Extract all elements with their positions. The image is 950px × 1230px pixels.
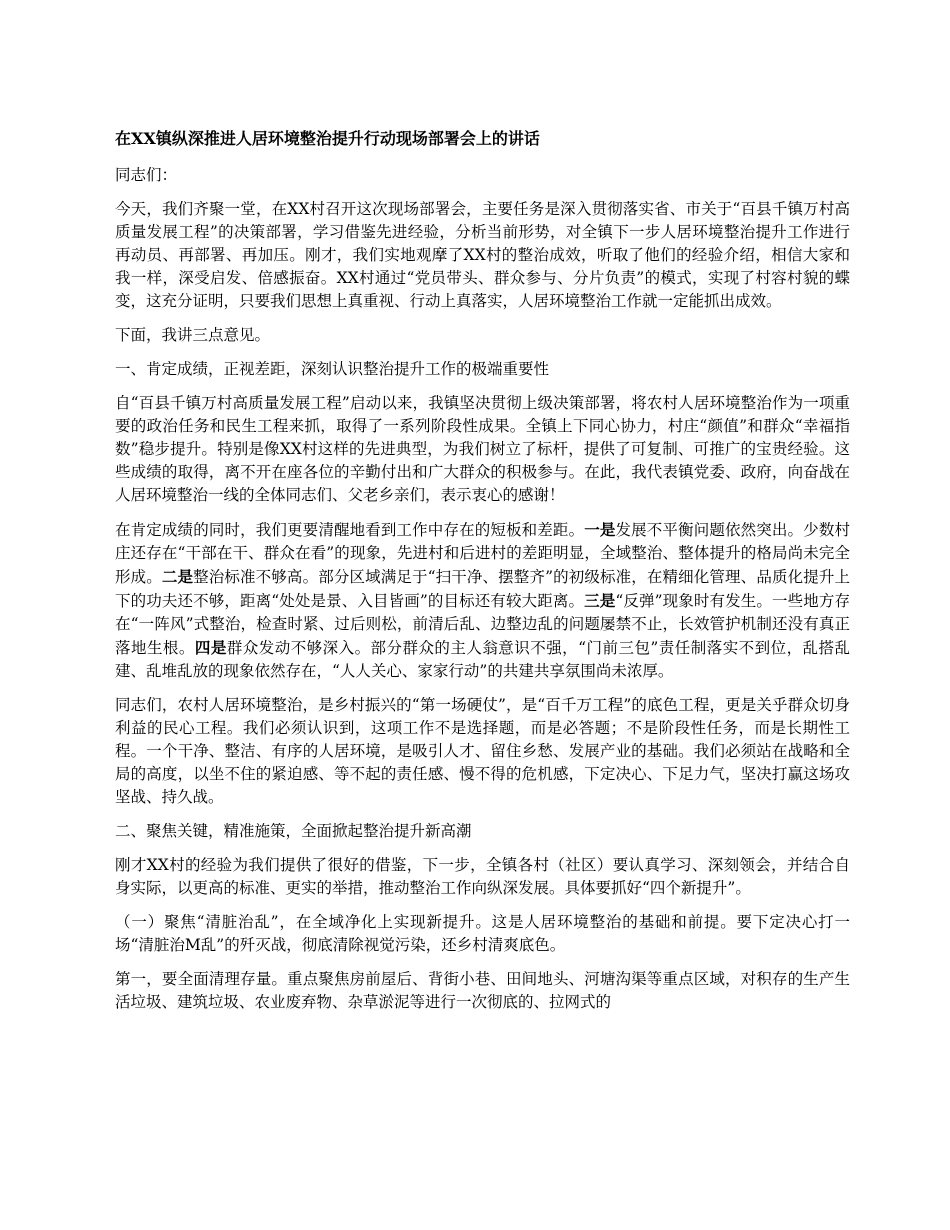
paragraph-subsection-1: （一）聚焦“清脏治乱”，在全域净化上实现新提升。这是人居环境整治的基础和前提。要下定决心打一场“清脏治M乱”的歼灭战，彻底清除视觉污染，还乡村清爽底色。 [115, 913, 850, 954]
paragraph-importance: 同志们，农村人居环境整治，是乡村振兴的“第一场硬仗”，是“百千万工程”的底色工程，更是关乎群众切身利益的民心工程。我们必须认识到，这项工作不是选择题，而是必答题；不是阶段性任务，而是长期性工程。一个干净、整洁、有序的人居环境，是吸引人才、留住乡愁、发展产业的基础。我们必须站在战略和全局的高度，以坐不住的紧迫感、等不起的责任感、慢不得的危机感，下定决心、下足力气，坚决打赢这场攻坚战、持久战。 [115, 696, 850, 806]
paragraph-shortcomings [115, 518, 850, 683]
point-text-3: “反弹”现象时有发生。一些地方存在“一阵风”式整治，检查时紧、过后则松，前清后乱、边整边乱的问题屡禁不止，长效管护机制还没有真正落地生根。 [115, 592, 850, 657]
paragraph-opening: 今天，我们齐聚一堂，在XX村召开这次现场部署会，主要任务是深入贯彻落实省、市关于“百县千镇万村高质量发展工程”的决策部署，学习借鉴先进经验，分析当前形势，对全镇下一步人居环境整治提升工作进行再动员、再部署、再加压。刚才，我们实地观摩了XX村的整治成效，听取了他们的经验介绍，相信大家和我一样，深受启发、倍感振奋。XX村通过“党员带头、群众参与、分片负责”的模式，实现了村容村貌的蝶变，这充分证明，只要我们思想上真重视、行动上真落实，人居环境整治工作就一定能抓出成效。 [115, 200, 850, 310]
paragraph-first-measure: 第一，要全面清理存量。重点聚焦房前屋后、背街小巷、田间地头、河塘沟渠等重点区域，对积存的生产生活垃圾、建筑垃圾、农业废弃物、杂草淤泥等进行一次彻底的、拉网式的 [115, 970, 850, 1011]
paragraph-achievements: 自“百县千镇万村高质量发展工程”启动以来，我镇坚决贯彻上级决策部署，将农村人居环境整治作为一项重要的政治任务和民生工程来抓，取得了一系列阶段性成果。全镇上下同心协力，村庄“颜值”和群众“幸福指数”稳步提升。特别是像XX村这样的先进典型，为我们树立了标杆，提供了可复制、可推广的宝贵经验。这些成绩的取得，离不开在座各位的辛勤付出和广大群众的积极参与。在此，我代表镇党委、政府，向奋战在人居环境整治一线的全体同志们、父老乡亲们，表示衷心的感谢！ [115, 394, 850, 504]
point-marker-1: 一是 [584, 520, 616, 539]
section-heading-1: 一、肯定成绩，正视差距，深刻认识整治提升工作的极端重要性 [115, 360, 550, 378]
document-page [115, 126, 850, 1025]
salutation: 同志们： [115, 166, 178, 184]
point-marker-4: 四是 [194, 638, 227, 657]
paragraph-next-steps: 刚才XX村的经验为我们提供了很好的借鉴，下一步，全镇各村（社区）要认真学习、深刻领会，并结合自身实际，以更高的标准、更实的举措，推动整治工作向纵深发展。具体要抓好“四个新提升”。 [115, 856, 850, 897]
point-marker-3: 三是 [584, 591, 616, 610]
point-marker-2: 二是 [161, 567, 194, 586]
paragraph-intro-points: 下面，我讲三点意见。 [115, 326, 271, 344]
document-title: 在XX镇纵深推进人居环境整治提升行动现场部署会上的讲话 [115, 129, 540, 148]
section-heading-2: 二、聚焦关键，精准施策，全面掀起整治提升新高潮 [115, 822, 472, 840]
point-text-4: 群众发动不够深入。部分群众的主人翁意识不强，“门前三包”责任制落实不到位，乱搭乱建、乱堆乱放的现象依然存在，“人人关心、家家行动”的共建共享氛围尚未浓厚。 [115, 639, 850, 680]
point-text-1: 发展不平衡问题依然突出。少数村庄还存在“干部在干、群众在看”的现象，先进村和后进村的差距明显，全域整治、整体提升的格局尚未完全形成。 [115, 521, 850, 586]
shortcomings-lead: 在肯定成绩的同时，我们更要清醒地看到工作中存在的短板和差距。 [115, 521, 585, 539]
point-text-2: 整治标准不够高。部分区域满足于“扫干净、摆整齐”的初级标准，在精细化管理、品质化提升上下的功夫还不够，距离“处处是景、入目皆画”的目标还有较大距离。 [115, 568, 850, 610]
